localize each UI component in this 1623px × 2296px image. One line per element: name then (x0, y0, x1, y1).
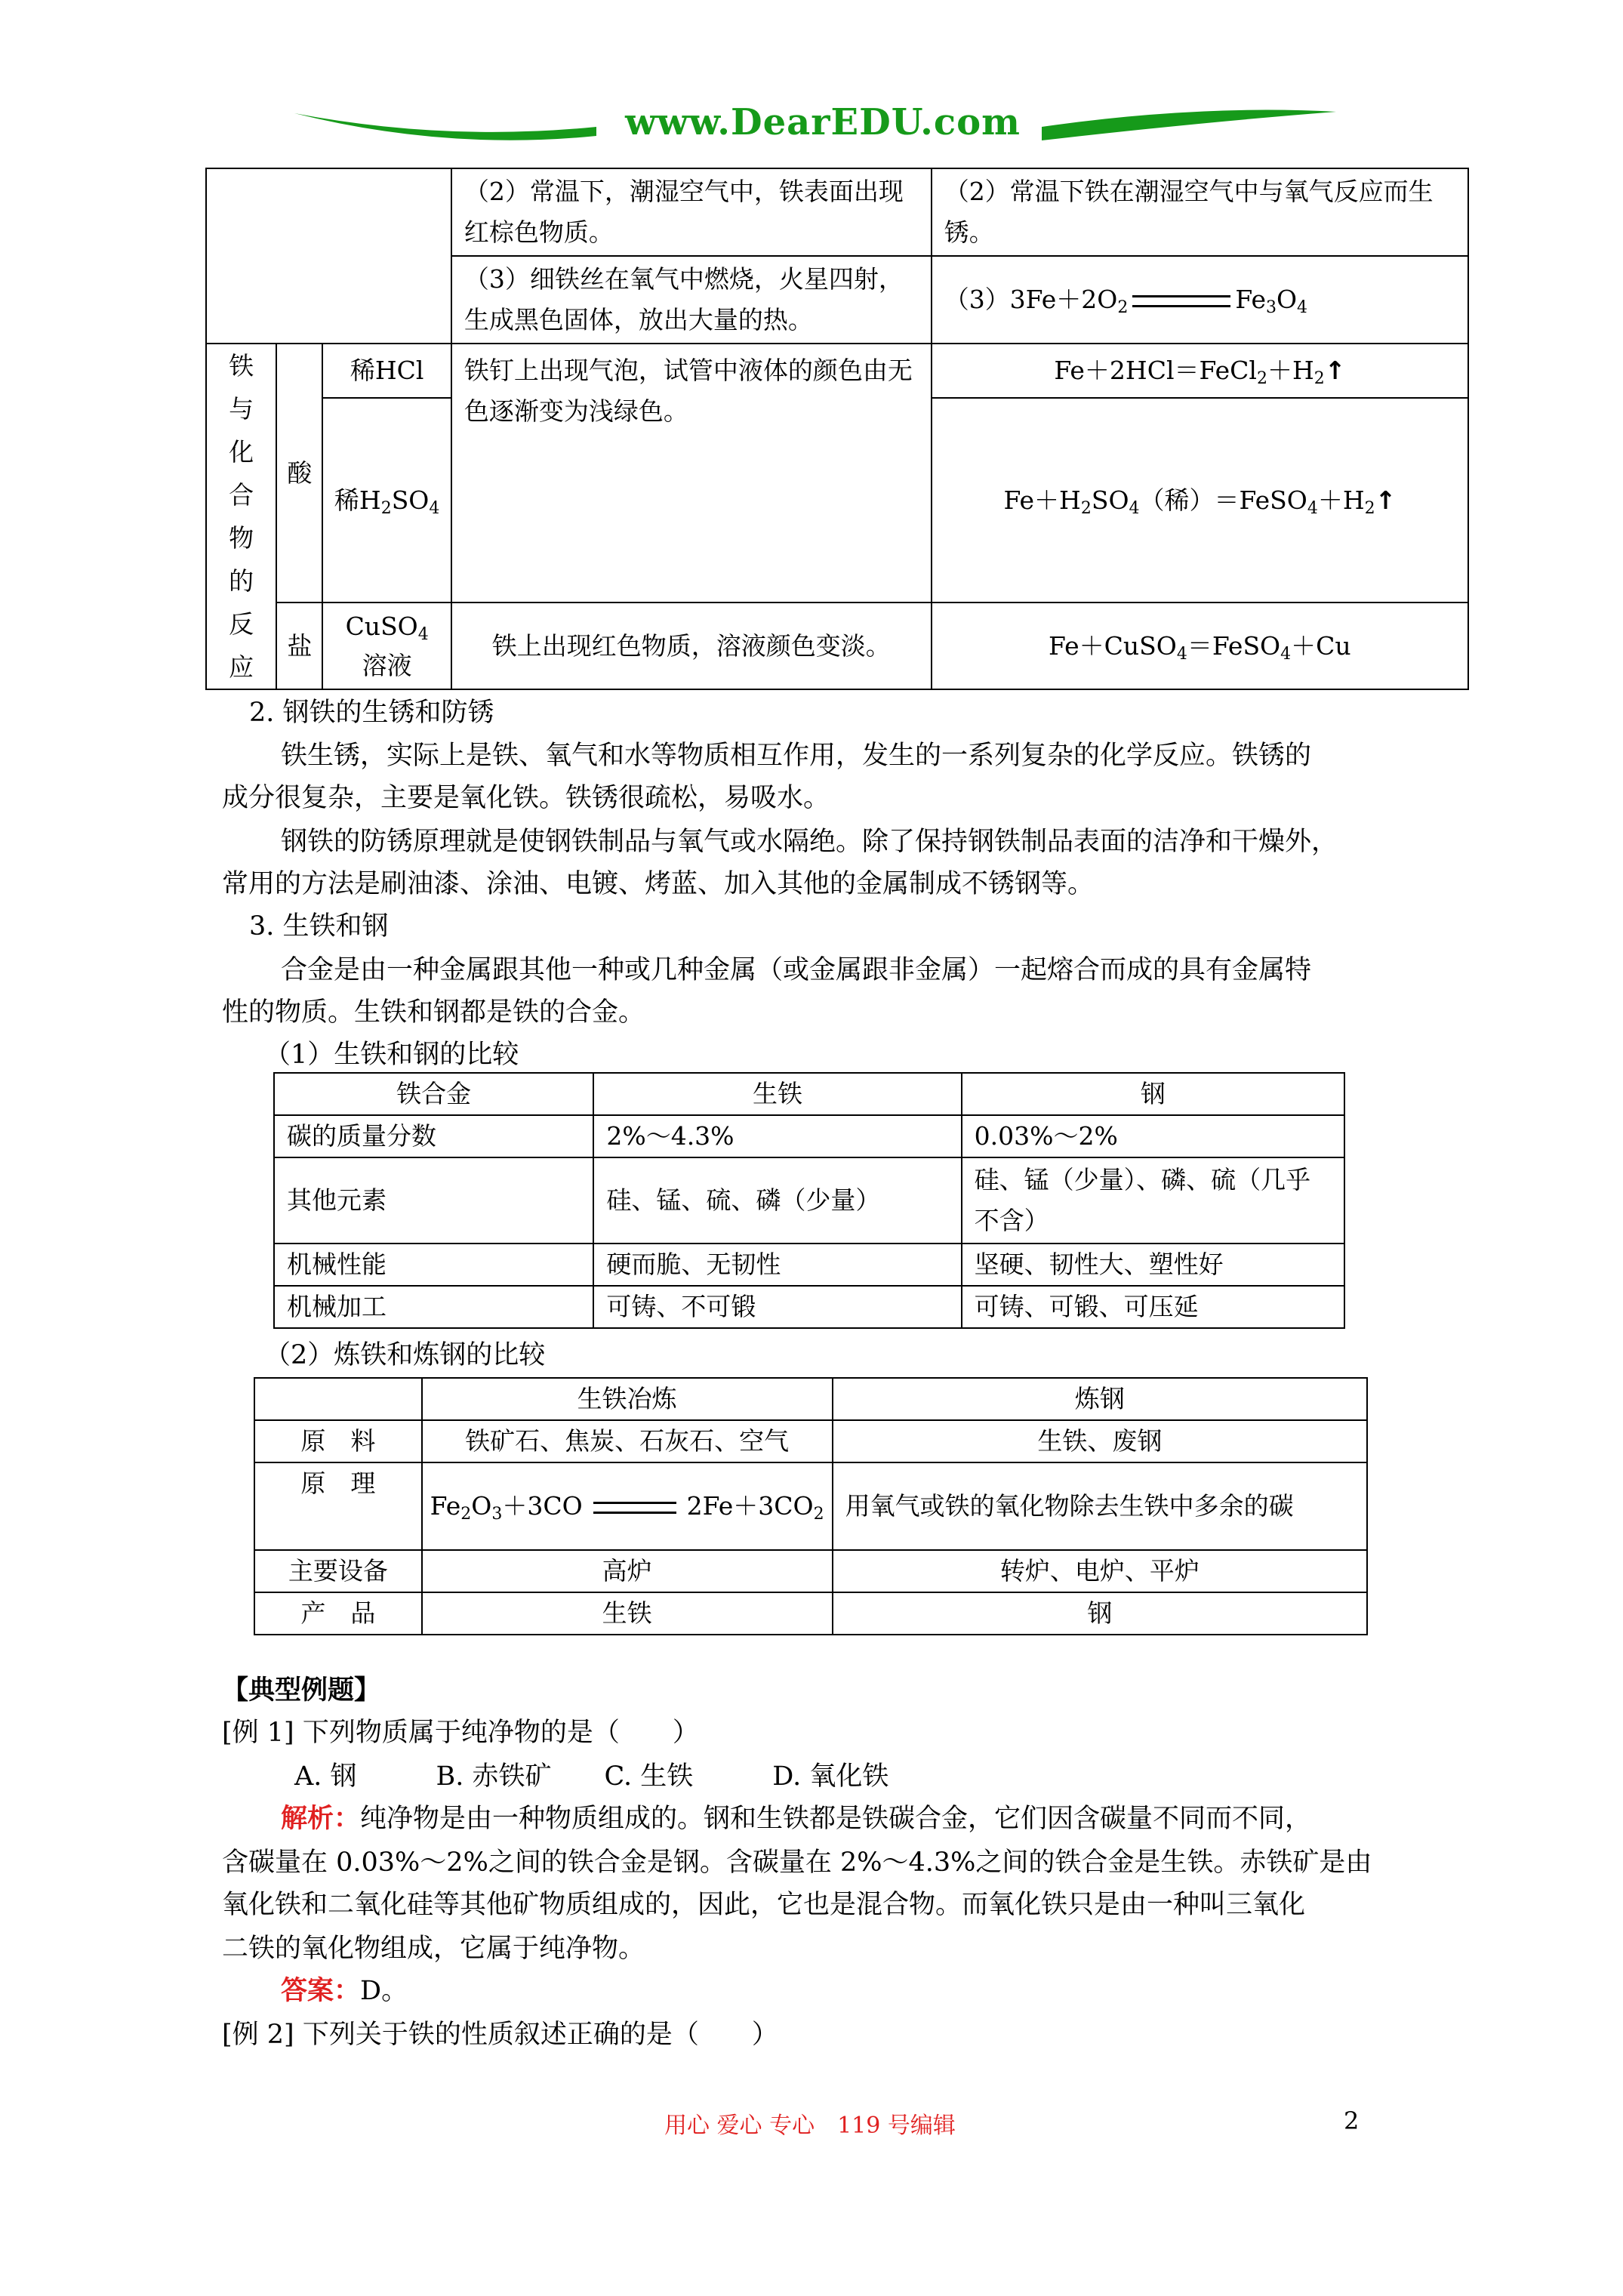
table2-cell: 0.03%～2% (962, 1115, 1344, 1157)
hcl-equation: $Fe+2HCl=FeCl_2+H_2↑$ (932, 344, 1468, 398)
group-label: 铁与化合物的反应 (206, 344, 276, 689)
o2-phenomenon-3: （3）细铁丝在氧气中燃烧，火星四射，生成黑色固体，放出大量的热。 (451, 256, 932, 344)
table3-equation: $Fe_2O_3+3CO$ $2Fe+3CO_2$ (422, 1462, 833, 1550)
site-logo (294, 97, 1336, 157)
section3-title: 3. 生铁和钢 (249, 911, 389, 942)
o2-phenomenon-2: （2）常温下，潮湿空气中，铁表面出现红棕色物质。 (451, 168, 932, 256)
analysis-line3: 氧化铁和二氧化硅等其他矿物质组成的，因此，它也是混合物。而氧化铁只是由一种叫三氧化 (222, 1890, 1306, 1920)
section3-sub2: （2）炼铁和炼钢的比较 (264, 1340, 546, 1370)
table3-header-1: 生铁冶炼 (422, 1378, 833, 1420)
o2-equation-2: （2）常温下铁在潮湿空气中与氧气反应而生锈。 (932, 168, 1468, 256)
table2-cell: 硅、锰（少量）、磷、硫（几乎不含） (962, 1157, 1344, 1244)
cuso4-reagent: CuSO$_4$ 溶液 (322, 603, 451, 689)
section2-p1-line1: 铁生锈，实际上是铁、氧气和水等物质相互作用，发生的一系列复杂的化学反应。铁锈的 (281, 741, 1312, 771)
table3-cell: 转炉、电炉、平炉 (833, 1550, 1367, 1592)
cuso4-equation: Fe＋CuSO$_4$＝FeSO$_4$＋Cu (932, 603, 1468, 689)
analysis-label: 解析： (281, 1803, 361, 1834)
section2-p1-line2: 成分很复杂，主要是氧化铁。铁锈很疏松，易吸水。 (222, 783, 830, 813)
iron-reactions-table (205, 168, 1469, 690)
table2-cell: 其他元素 (274, 1157, 593, 1244)
cuso4-phenomenon: 铁上出现红色物质，溶液颜色变淡。 (451, 603, 932, 689)
table2-header-2: 钢 (962, 1073, 1344, 1115)
answer-label: 答案： (281, 1975, 361, 2006)
table2-cell: 机械加工 (274, 1286, 593, 1328)
table2-header-1: 生铁 (593, 1073, 961, 1115)
table3-label: 原 理 (254, 1462, 422, 1550)
table2-cell: 碳的质量分数 (274, 1115, 593, 1157)
gas-arrow-icon: ↑ (1324, 356, 1346, 386)
section3-p1-line2: 性的物质。生铁和钢都是铁的合金。 (222, 997, 645, 1028)
acid-label: 酸 (276, 344, 322, 603)
page-number: 2 (1344, 2106, 1360, 2135)
table3-header-0 (254, 1378, 422, 1420)
table3-label: 产 品 (254, 1592, 422, 1635)
table3-cell: 高炉 (422, 1550, 833, 1592)
section3-p1-line1: 合金是由一种金属跟其他一种或几种金属（或金属跟非金属）一起熔合而成的具有金属特 (281, 955, 1312, 985)
section2-p2-line2: 常用的方法是刷油漆、涂油、电镀、烤蓝、加入其他的金属制成不锈钢等。 (222, 869, 1095, 899)
example1-question: [例 1] 下列物质属于纯净物的是（ ） (222, 1718, 699, 1748)
section2-p2-line1: 钢铁的防锈原理就是使钢铁制品与氧气或水隔绝。除了保持钢铁制品表面的洁净和干燥外， (281, 827, 1338, 857)
smelting-table (254, 1377, 1368, 1635)
table3-cell: 生铁 (422, 1592, 833, 1635)
analysis-line1: 解析：纯净物是由一种物质组成的。钢和生铁都是铁碳合金，它们因含碳量不同而不同， (281, 1803, 1312, 1834)
acid-phenomenon: 铁钉上出现气泡，试管中液体的颜色由无色逐渐变为浅绿色。 (451, 344, 932, 603)
pigiron-steel-table (273, 1072, 1345, 1329)
table2-cell: 可铸、可锻、可压延 (962, 1286, 1344, 1328)
o2-equation-3: $(3)3Fe+2O_2$ $Fe_3O_4$ (932, 256, 1468, 344)
equals-sign-icon (1132, 295, 1230, 307)
analysis-line2: 含碳量在 0.03%～2%之间的铁合金是钢。含碳量在 2%～4.3%之间的铁合金是生铁。赤铁矿是由 (222, 1848, 1372, 1878)
logo-text: www.DearEDU.com (625, 101, 1021, 143)
table3-cell: 钢 (833, 1592, 1367, 1635)
table3-label: 原 料 (254, 1420, 422, 1462)
example1-options: A. 钢 B. 赤铁矿 C. 生铁 D. 氧化铁 (294, 1761, 889, 1792)
gas-arrow-icon: ↑ (1375, 485, 1397, 515)
salt-label: 盐 (276, 603, 322, 689)
footer-text: 用心 爱心 专心 119 号编辑 (664, 2113, 956, 2139)
table2-cell: 可铸、不可锻 (593, 1286, 961, 1328)
hcl-reagent: 稀HCl (322, 344, 451, 398)
h2so4-equation: $Fe+H_2SO_4$（稀）$=FeSO_4+H_2↑$ (932, 398, 1468, 603)
table2-cell: 机械性能 (274, 1244, 593, 1286)
example2-question: [例 2] 下列关于铁的性质叙述正确的是（ ） (222, 2020, 778, 2050)
examples-heading: 【典型例题】 (222, 1675, 381, 1706)
table3-label: 主要设备 (254, 1550, 422, 1592)
section3-sub1: （1）生铁和钢的比较 (264, 1040, 519, 1070)
table2-cell: 坚硬、韧性大、塑性好 (962, 1244, 1344, 1286)
blank-cell (206, 168, 451, 344)
table2-cell: 2%～4.3% (593, 1115, 961, 1157)
equals-sign-icon (593, 1502, 676, 1514)
h2so4-reagent: 稀$H_2SO_4$ (322, 398, 451, 603)
table3-cell: 用氧气或铁的氧化物除去生铁中多余的碳 (833, 1462, 1367, 1550)
table2-cell: 硬而脆、无韧性 (593, 1244, 961, 1286)
table3-cell: 铁矿石、焦炭、石灰石、空气 (422, 1420, 833, 1462)
table3-header-2: 炼钢 (833, 1378, 1367, 1420)
analysis-line4: 二铁的氧化物组成，它属于纯净物。 (222, 1934, 645, 1964)
table2-cell: 硅、锰、硫、磷（少量） (593, 1157, 961, 1244)
table3-cell: 生铁、废钢 (833, 1420, 1367, 1462)
section2-title: 2. 钢铁的生锈和防锈 (249, 698, 494, 728)
answer-line: 答案：D。 (281, 1975, 408, 2006)
table2-header-0: 铁合金 (274, 1073, 593, 1115)
